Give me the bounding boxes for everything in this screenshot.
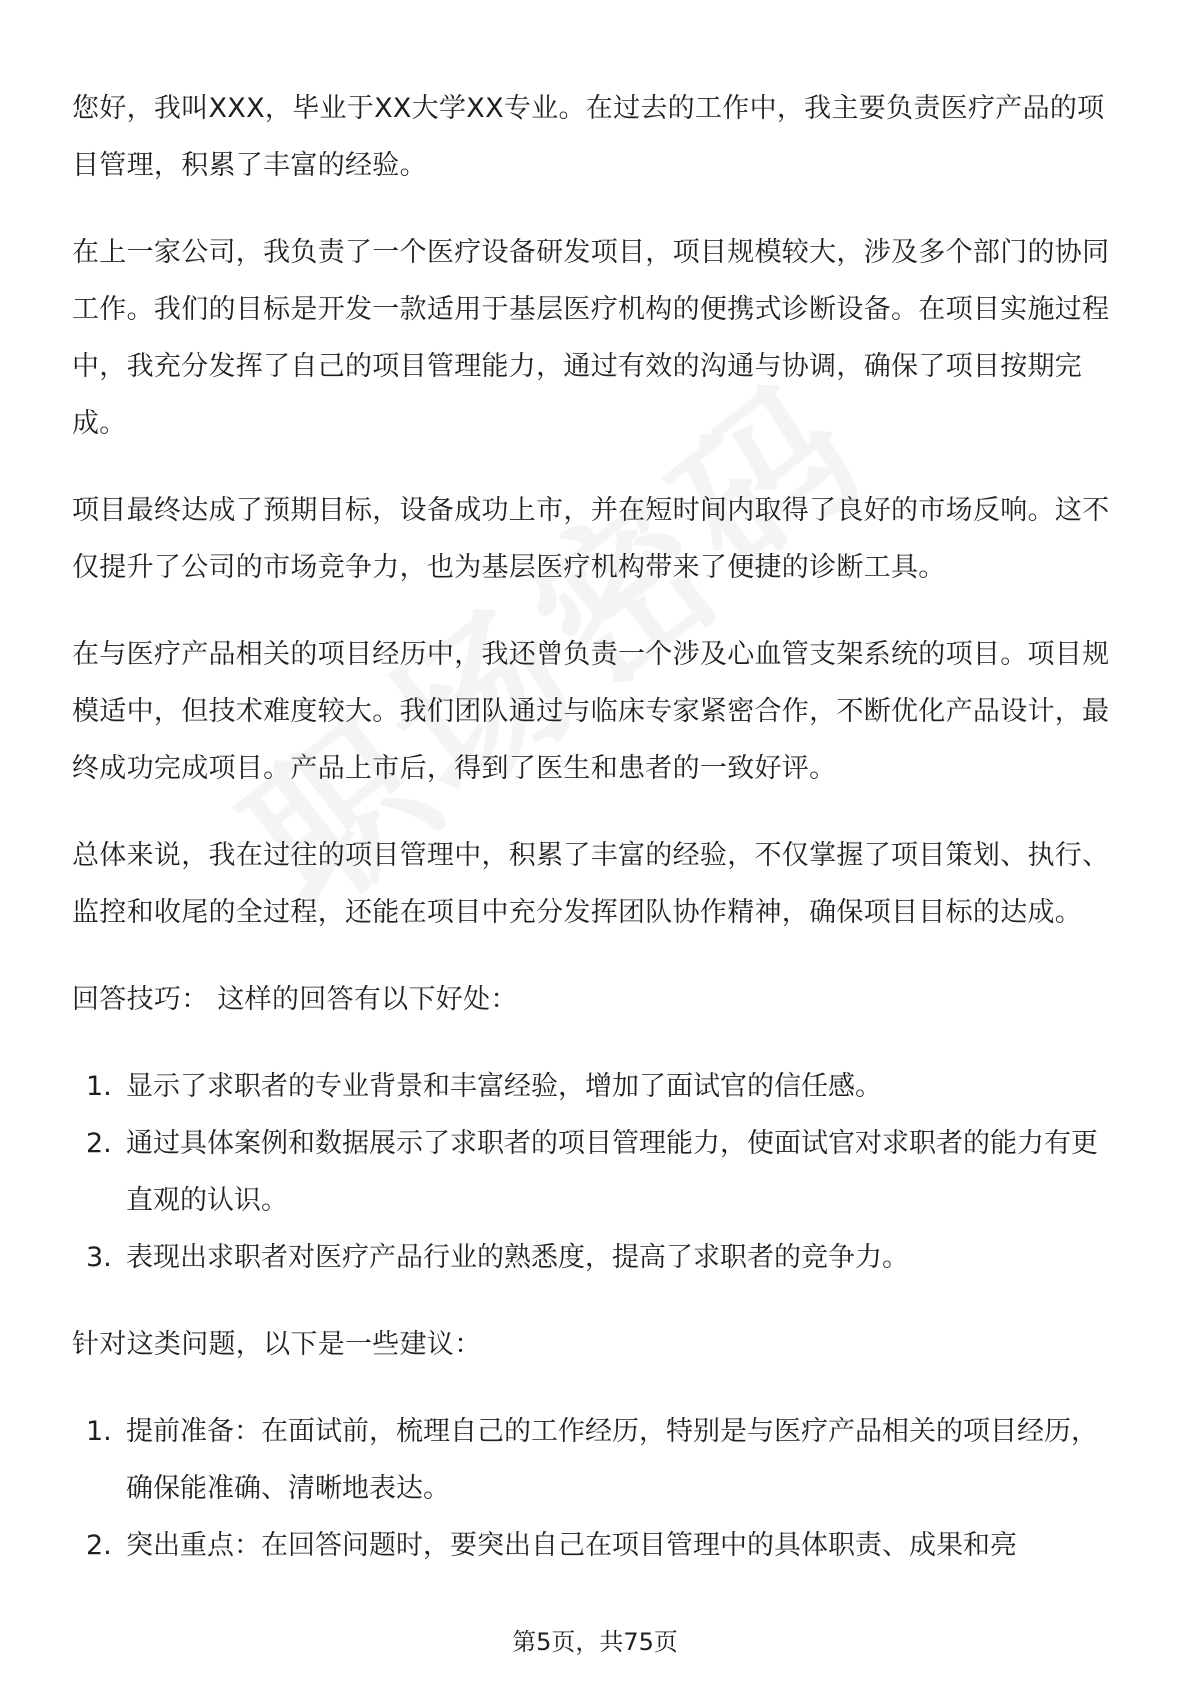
list-item <box>72 1403 1122 1517</box>
benefits-list <box>72 1058 1122 1286</box>
list-item <box>72 1229 1122 1286</box>
list-number: 2. <box>86 1530 112 1561</box>
page-footer: 第5页，共75页 <box>512 1628 678 1656</box>
list-item <box>72 1115 1122 1229</box>
paragraph-project-2: 在与医疗产品相关的项目经历中，我还曾负责一个涉及心血管支架系统的项目。项目规模适中，但技术难度较大。我们团队通过与临床专家紧密合作，不断优化产品设计，最终成功完成项目。产品上市后，得到了医生和患者的一致好评。 <box>72 639 1110 784</box>
list-number: 3. <box>86 1242 112 1273</box>
list-number: 1. <box>86 1416 112 1447</box>
paragraph-tips-heading: 回答技巧： 这样的回答有以下好处： <box>72 984 518 1015</box>
list-item-text: 显示了求职者的专业背景和丰富经验，增加了面试官的信任感。 <box>126 1071 882 1102</box>
list-item <box>72 1517 1122 1574</box>
list-item-text: 表现出求职者对医疗产品行业的熟悉度，提高了求职者的竞争力。 <box>126 1242 909 1273</box>
list-item <box>72 1058 1122 1115</box>
list-item-text: 通过具体案例和数据展示了求职者的项目管理能力，使面试官对求职者的能力有更直观的认识。 <box>126 1128 1098 1216</box>
list-item-text: 突出重点：在回答问题时，要突出自己在项目管理中的具体职责、成果和亮 <box>126 1530 1017 1561</box>
document-page <box>72 80 1122 1604</box>
paragraph-intro: 您好，我叫XXX，毕业于XX大学XX专业。在过去的工作中，我主要负责医疗产品的项目管理，积累了丰富的经验。 <box>72 93 1105 181</box>
paragraph-summary: 总体来说，我在过往的项目管理中，积累了丰富的经验，不仅掌握了项目策划、执行、监控和收尾的全过程，还能在项目中充分发挥团队协作精神，确保项目目标的达成。 <box>72 840 1110 928</box>
list-item-text: 提前准备：在面试前，梳理自己的工作经历，特别是与医疗产品相关的项目经历，确保能准确、清晰地表达。 <box>126 1416 1098 1504</box>
paragraph-suggestions-intro: 针对这类问题，以下是一些建议： <box>72 1329 482 1360</box>
list-number: 1. <box>86 1071 112 1102</box>
list-number: 2. <box>86 1128 112 1159</box>
paragraph-project-1: 在上一家公司，我负责了一个医疗设备研发项目，项目规模较大，涉及多个部门的协同工作。我们的目标是开发一款适用于基层医疗机构的便携式诊断设备。在项目实施过程中，我充分发挥了自己的项目管理能力，通过有效的沟通与协调，确保了项目按期完成。 <box>72 237 1110 439</box>
suggestions-list <box>72 1403 1122 1574</box>
paragraph-result: 项目最终达成了预期目标，设备成功上市，并在短时间内取得了良好的市场反响。这不仅提升了公司的市场竞争力，也为基层医疗机构带来了便捷的诊断工具。 <box>72 495 1110 583</box>
